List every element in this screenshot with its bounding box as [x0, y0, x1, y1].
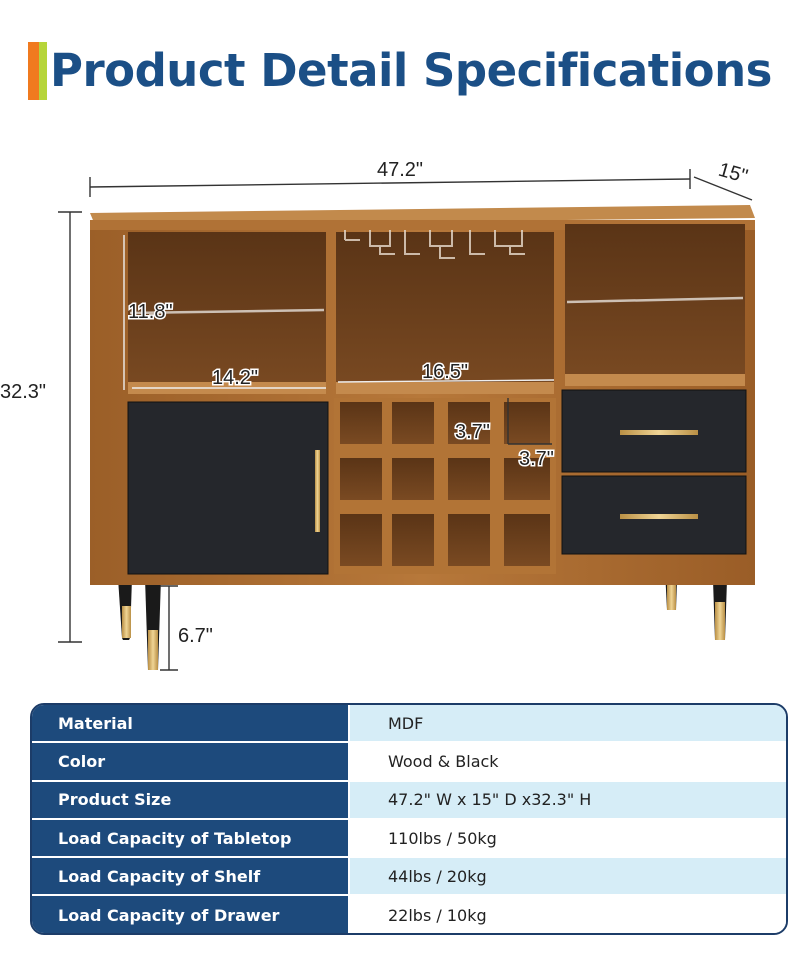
right-drawers [562, 390, 746, 554]
spec-label: Load Capacity of Tabletop [32, 820, 350, 856]
left-cabinet-door [128, 402, 328, 574]
shelf-height-dimension: 11.8" [128, 301, 173, 323]
left-width-dimension: 14.2" [212, 367, 259, 389]
spec-label: Load Capacity of Drawer [32, 896, 350, 934]
table-row [32, 782, 786, 820]
spec-value: Wood & Black [350, 743, 786, 779]
height-dimension: 32.3" [0, 381, 47, 403]
sideboard-illustration [0, 150, 800, 690]
green-accent-bar [39, 42, 47, 100]
table-row [32, 896, 786, 934]
table-row [32, 743, 786, 781]
spec-value: 47.2" W x 15" D x32.3" H [350, 782, 786, 818]
wine-cubbies [334, 398, 556, 574]
spec-label: Color [32, 743, 350, 779]
spec-label: Material [32, 705, 350, 741]
table-row [32, 705, 786, 743]
spec-value: 44lbs / 20kg [350, 858, 786, 894]
leg-height-dimension: 6.7" [178, 625, 213, 647]
table-row [32, 858, 786, 896]
page-header [28, 38, 788, 104]
spec-label: Product Size [32, 782, 350, 818]
width-dimension: 47.2" [376, 159, 424, 181]
spec-label: Load Capacity of Shelf [32, 858, 350, 894]
spec-value: 22lbs / 10kg [350, 896, 786, 934]
cube-height-dimension: 3.7" [455, 421, 490, 443]
spec-table [30, 703, 788, 935]
spec-value: 110lbs / 50kg [350, 820, 786, 856]
cube-width-dimension: 3.7" [519, 448, 554, 470]
page-title: Product Detail Specifications [50, 44, 772, 97]
center-width-dimension: 16.5" [422, 361, 469, 383]
spec-value: MDF [350, 705, 786, 741]
table-row [32, 820, 786, 858]
depth-dimension: 15" [715, 158, 751, 189]
